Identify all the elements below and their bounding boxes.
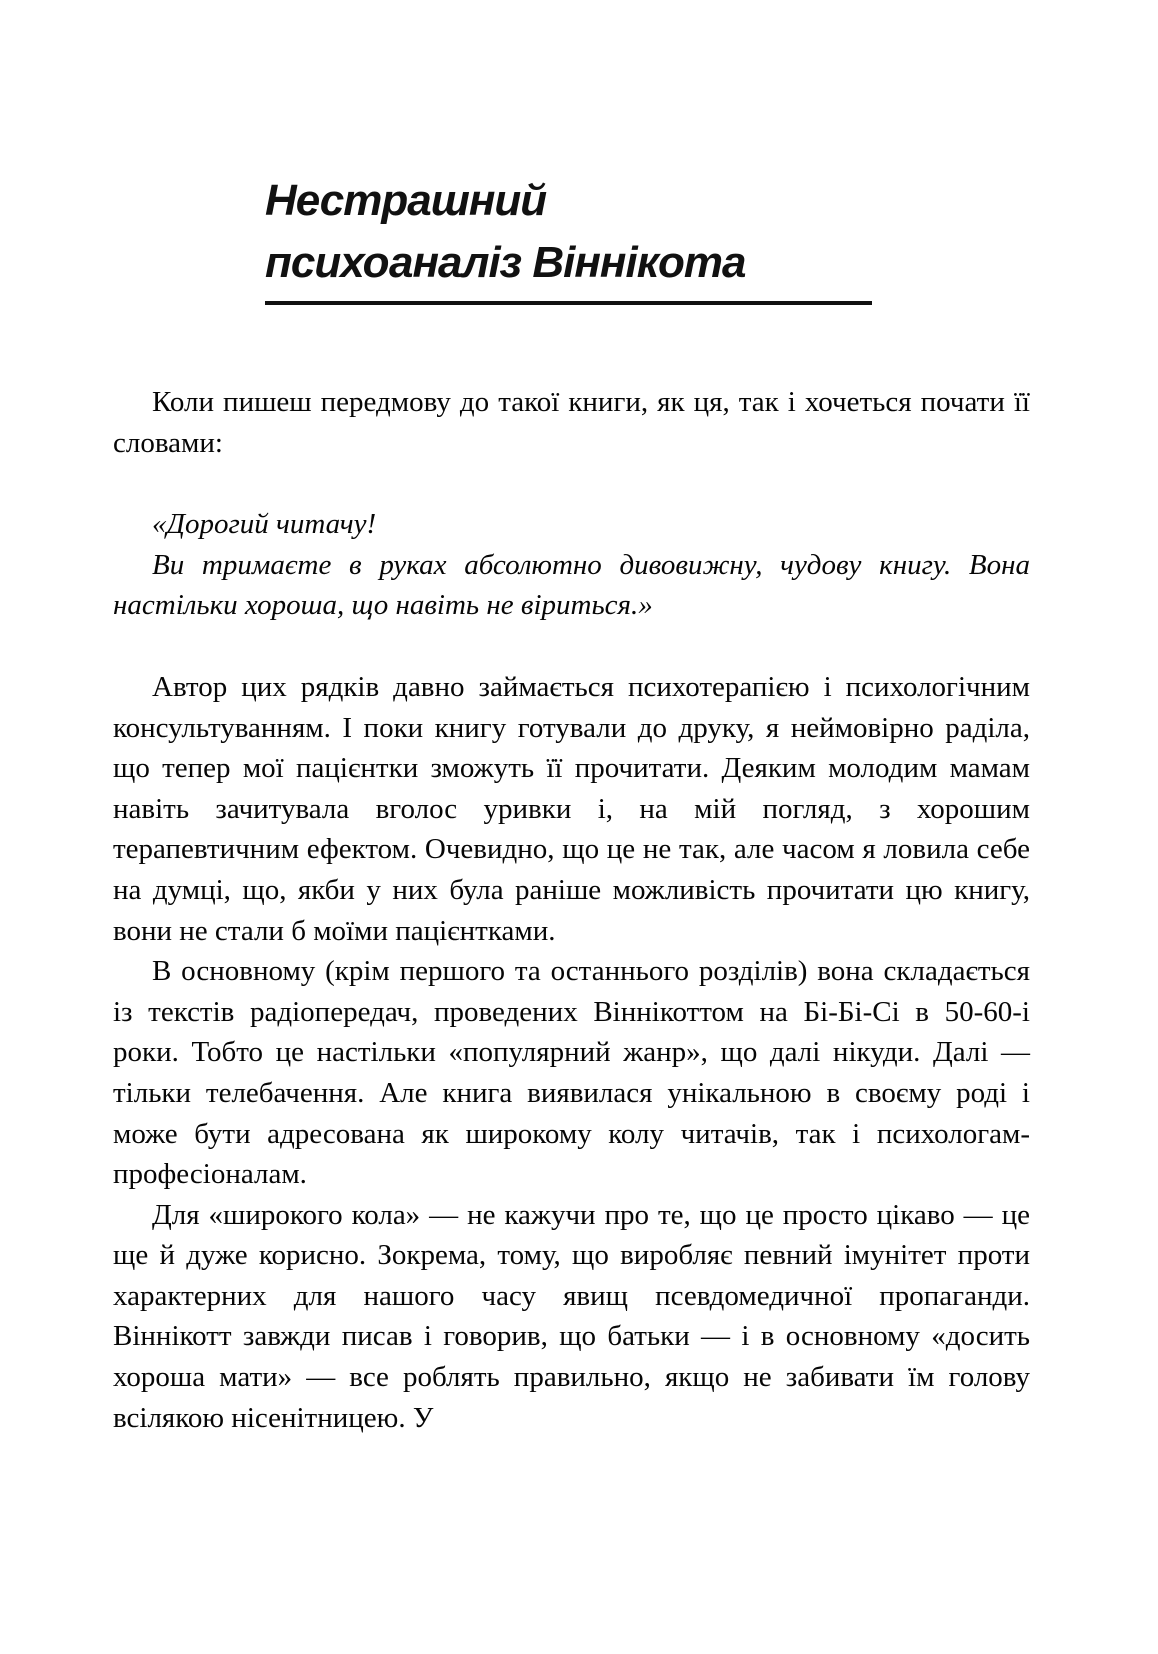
page-body [113,382,1030,1438]
paragraph-audience: Для «широкого кола» — не кажучи про те, що це просто цікаво — це ще й дуже корисно. Зокрема, тому, що виробляє певний імунітет проти характерних для нашого часу явищ псевдомедичної пропаганди. Віннікотт завжди писав і говорив, що батьки — і в основному «досить хороша мати» — все роблять правильно, якщо не забивати їм голову всілякою нісенітницею. У [113,1198,1030,1434]
paragraph-author: Автор цих рядків давно займається психотерапією і психологічним консультуванням. І поки книгу готували до друку, я неймовірно раділа, що тепер мої пацієнтки зможуть її прочитати. Деяким молодим мамам навіть зачитувала вголос уривки і, на мій погляд, з хорошим терапевтичним ефектом. Очевидно, що це не так, але часом я ловила себе на думці, що, якби у них була раніше можливість прочитати цю книгу, вони не стали б моїми пацієнтками. [113,670,1030,947]
paragraph-book-structure: В основному (крім першого та останнього розділів) вона складається із текстів радіопередач, проведених Віннікоттом на Бі-Бі-Сі в 50-60-і роки. Тобто це настільки «популярний жанр», що далі нікуди. Далі — тільки телебачення. Але книга виявилася унікальною в своєму роді і може бути адресована як широкому колу читачів, так і психологам-професіоналам. [113,955,1030,1191]
title-underline-rule [265,301,872,305]
chapter-title-line-1: Нестрашний [265,176,547,225]
paragraph-intro: Коли пишеш передмову до такої книги, як ця, так і хочеться почати її словами: [113,386,1030,459]
page-content [113,170,1030,1438]
chapter-title-block [265,170,872,305]
quote-paragraph-salutation: «Дорогий читачу! [152,508,377,541]
chapter-title-line-2: психоаналіз Віннікота [265,238,746,287]
quote-paragraph-body: Ви тримаєте в руках абсолютно дивовижну, чудову книгу. Вона настільки хороша, що навіть не віриться.» [113,548,1030,622]
